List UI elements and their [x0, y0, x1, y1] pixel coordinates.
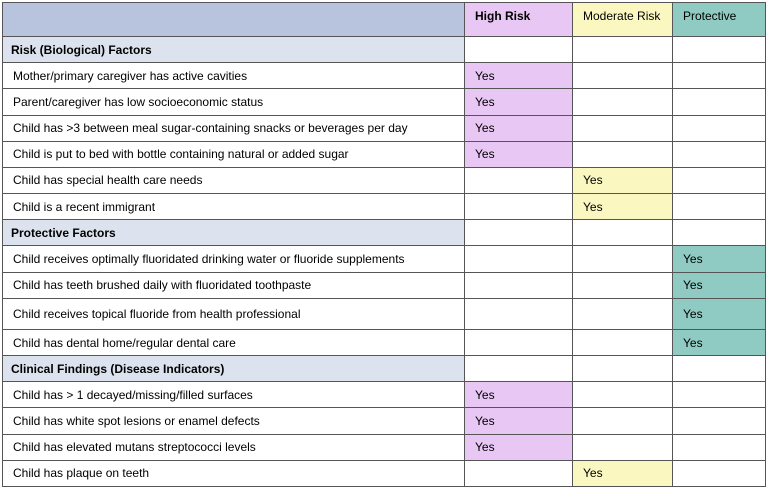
moderate-risk-cell: [573, 141, 673, 167]
table-row: [3, 298, 766, 329]
table-row: [3, 63, 766, 89]
header-blank-cell: [3, 3, 465, 37]
protective-cell: [673, 63, 766, 89]
factor-cell: Child has >3 between meal sugar-containing snacks or beverages per day: [3, 115, 465, 141]
factor-cell: Child receives optimally fluoridated drinking water or fluoride supplements: [3, 246, 465, 272]
high-risk-cell: [465, 272, 573, 298]
high-risk-cell: [465, 167, 573, 193]
moderate-risk-cell: [573, 408, 673, 434]
section-header-risk-factors: [3, 37, 766, 63]
factor-cell: Child receives topical fluoride from health professional: [3, 298, 465, 329]
high-risk-cell: [465, 298, 573, 329]
table-row: [3, 89, 766, 115]
factor-cell: Child has elevated mutans streptococci levels: [3, 434, 465, 460]
protective-cell: [673, 141, 766, 167]
caries-risk-table: [2, 2, 766, 487]
header-protective: Protective: [673, 3, 766, 37]
moderate-risk-cell: Yes: [573, 167, 673, 193]
protective-cell: Yes: [673, 298, 766, 329]
factor-cell: Child has white spot lesions or enamel defects: [3, 408, 465, 434]
moderate-risk-cell: Yes: [573, 194, 673, 220]
high-risk-cell: [465, 194, 573, 220]
table-row: [3, 194, 766, 220]
factor-cell: Child has plaque on teeth: [3, 460, 465, 486]
moderate-risk-cell: [573, 329, 673, 355]
high-risk-cell: Yes: [465, 382, 573, 408]
high-risk-cell: [465, 246, 573, 272]
protective-cell: [673, 434, 766, 460]
table-row: [3, 434, 766, 460]
section-title: Clinical Findings (Disease Indicators): [3, 356, 465, 382]
table-row: [3, 272, 766, 298]
table-row: [3, 141, 766, 167]
protective-cell: Yes: [673, 329, 766, 355]
protective-cell: [673, 408, 766, 434]
protective-cell: Yes: [673, 272, 766, 298]
high-risk-cell: [465, 460, 573, 486]
header-row: [3, 3, 766, 37]
protective-cell: [673, 460, 766, 486]
high-risk-cell: Yes: [465, 408, 573, 434]
header-high-risk: High Risk: [465, 3, 573, 37]
protective-cell: [673, 115, 766, 141]
factor-cell: Mother/primary caregiver has active cavities: [3, 63, 465, 89]
table-row: [3, 167, 766, 193]
table-row: [3, 408, 766, 434]
factor-cell: Child is a recent immigrant: [3, 194, 465, 220]
factor-cell: Child has special health care needs: [3, 167, 465, 193]
moderate-risk-cell: [573, 246, 673, 272]
moderate-risk-cell: [573, 298, 673, 329]
protective-cell: [673, 382, 766, 408]
moderate-risk-cell: [573, 434, 673, 460]
section-header-clinical-findings: [3, 356, 766, 382]
protective-cell: [673, 89, 766, 115]
high-risk-cell: [465, 329, 573, 355]
high-risk-cell: Yes: [465, 434, 573, 460]
moderate-risk-cell: [573, 63, 673, 89]
factor-cell: Child has teeth brushed daily with fluoridated toothpaste: [3, 272, 465, 298]
moderate-risk-cell: [573, 115, 673, 141]
table-row: [3, 115, 766, 141]
factor-cell: Child is put to bed with bottle containing natural or added sugar: [3, 141, 465, 167]
moderate-risk-cell: Yes: [573, 460, 673, 486]
factor-cell: Child has dental home/regular dental care: [3, 329, 465, 355]
header-moderate-risk: Moderate Risk: [573, 3, 673, 37]
high-risk-cell: Yes: [465, 141, 573, 167]
high-risk-cell: Yes: [465, 89, 573, 115]
moderate-risk-cell: [573, 272, 673, 298]
table-row: [3, 246, 766, 272]
table-row: [3, 382, 766, 408]
high-risk-cell: Yes: [465, 115, 573, 141]
section-title: Protective Factors: [3, 220, 465, 246]
factor-cell: Child has > 1 decayed/missing/filled surfaces: [3, 382, 465, 408]
factor-cell: Parent/caregiver has low socioeconomic status: [3, 89, 465, 115]
table-row: [3, 329, 766, 355]
protective-cell: [673, 194, 766, 220]
protective-cell: Yes: [673, 246, 766, 272]
section-header-protective-factors: [3, 220, 766, 246]
section-title: Risk (Biological) Factors: [3, 37, 465, 63]
moderate-risk-cell: [573, 382, 673, 408]
high-risk-cell: Yes: [465, 63, 573, 89]
moderate-risk-cell: [573, 89, 673, 115]
table-row: [3, 460, 766, 486]
protective-cell: [673, 167, 766, 193]
